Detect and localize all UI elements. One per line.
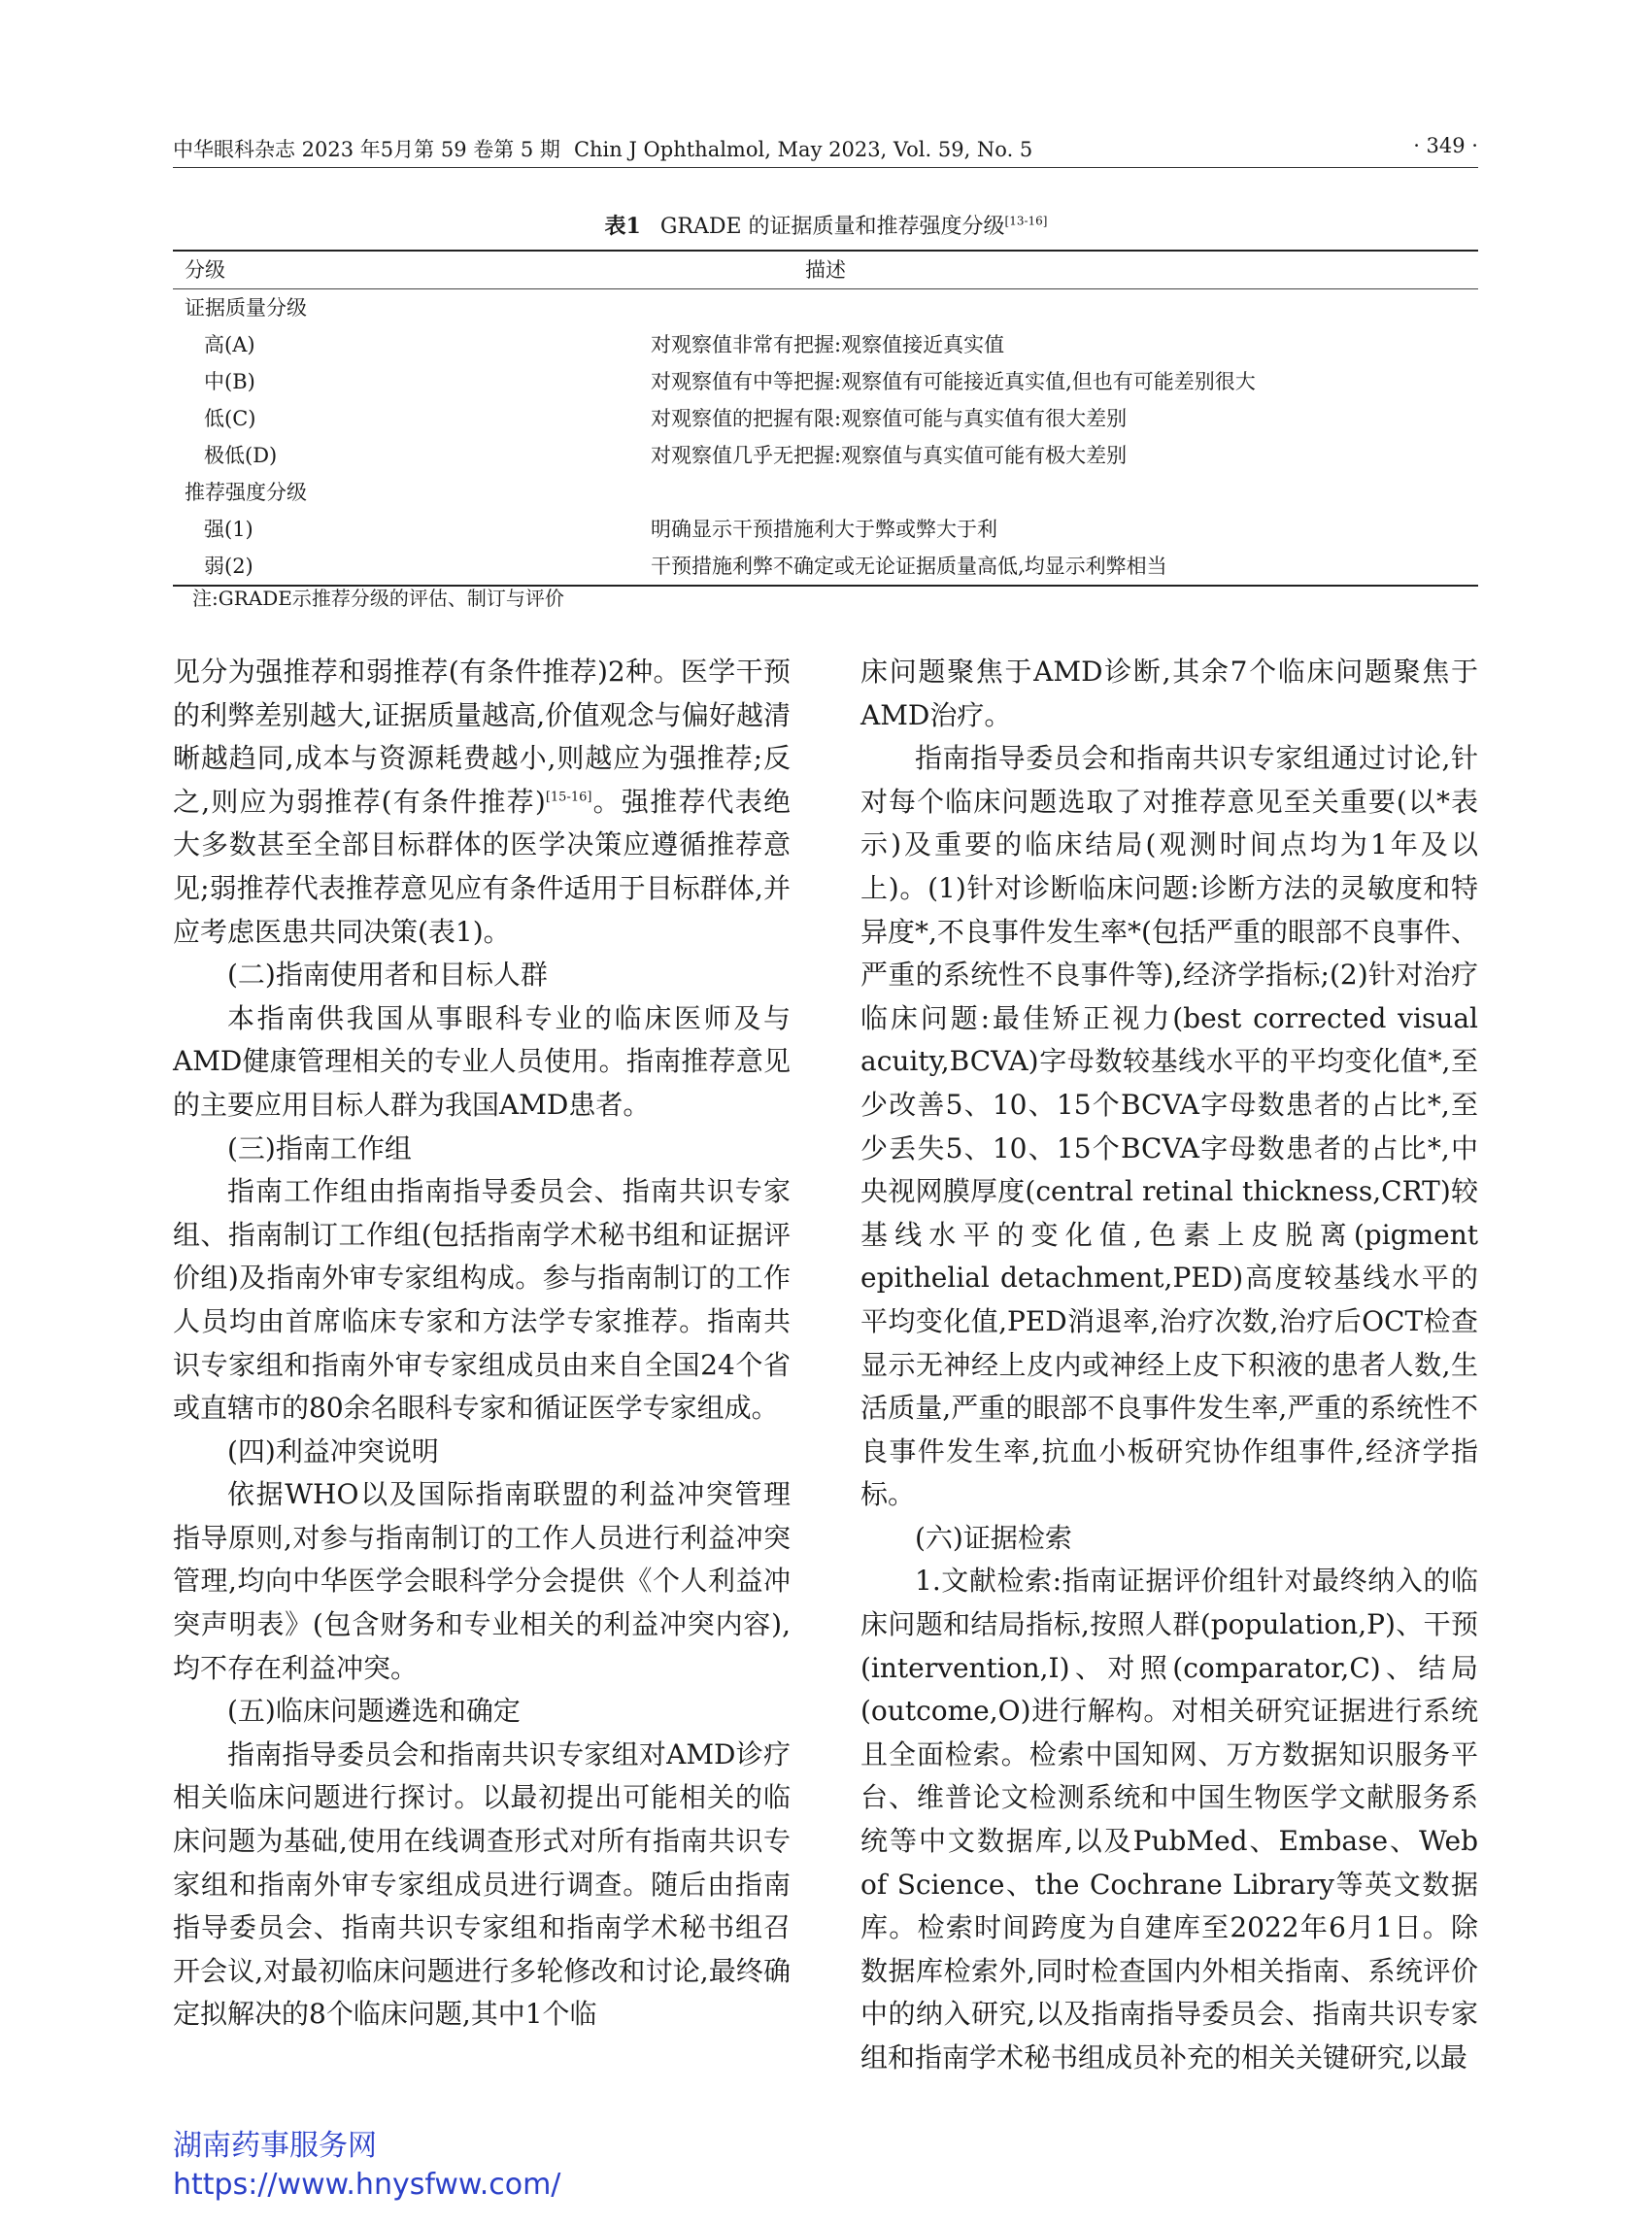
watermark (173, 2127, 560, 2205)
column-header-grade: 分级 (185, 258, 225, 282)
left-column (173, 651, 791, 2037)
table-footnote: 注:GRADE示推荐分级的评估、制订与评价 (192, 587, 564, 610)
journal-en: Chin J Ophthalmol, May 2023, Vol. 59, No. 5 (573, 138, 1033, 161)
paragraph: 指南指导委员会和指南共识专家组通过讨论,针对每个临床问题选取了对推荐意见至关重要(以*表示)及重要的临床结局(观测时间点均为1年及以上)。(1)针对诊断临床问题:诊断方法的灵敏度和特异度*,不良事件发生率*(包括严重的眼部不良事件、严重的系统性不良事件等),经济学指标;(2)针对治疗临床问题:最佳矫正视力(best corrected visual acuity,BCVA)字母数较基线水平的平均变化值*,至少改善5、10、15个BCVA字母数患者的占比*,至少丢失5、10、15个BCVA字母数患者的占比*,中央视网膜厚度(central retinal thickness,CRT)较基线水平的变化值,色素上皮脱离(pigment epithelial detachment,PED)高度较基线水平的平均变化值,PED消退率,治疗次数,治疗后OCT检查显示无神经上皮内或神经上皮下积液的患者人数,生活质量,严重的眼部不良事件发生率,严重的系统性不良事件发生率,抗血小板研究协作组事件,经济学指标。 (860, 742, 1478, 1511)
row-description: 对观察值几乎无把握:观察值与真实值可能有极大差别 (651, 444, 1128, 467)
paragraph: 依据WHO以及国际指南联盟的利益冲突管理指导原则,对参与指南制订的工作人员进行利益冲突管理,均向中华医学会眼科学分会提供《个人利益冲突声明表》(包含财务和专业相关的利益冲突内容),均不存在利益冲突。 (173, 1478, 791, 1684)
row-grade: 极低(D) (204, 444, 278, 467)
table-header-row (173, 252, 1478, 288)
page-number: · 349 · (1413, 134, 1478, 157)
row-grade: 中(B) (204, 370, 255, 393)
table-row (173, 289, 1478, 326)
paragraph (173, 651, 791, 954)
paragraph: 床问题聚焦于AMD诊断,其余7个临床问题聚焦于AMD治疗。 (860, 656, 1478, 731)
table-citation: [13-16] (1004, 214, 1048, 228)
row-description: 对观察值非常有把握:观察值接近真实值 (651, 333, 1005, 356)
table-row (173, 400, 1478, 437)
row-grade: 高(A) (204, 333, 255, 356)
watermark-url[interactable]: https://www.hnysfww.com/ (173, 2168, 561, 2202)
row-description: 明确显示干预措施利大于弊或弊大于利 (651, 518, 997, 541)
citation: [15-16] (545, 790, 592, 805)
paragraph: 指南工作组由指南指导委员会、指南共识专家组、指南制订工作组(包括指南学术秘书组和证据评价组)及指南外审专家组构成。参与指南制订的工作人员均由首席临床专家和方法学专家推荐。指南共识专家组和指南外审专家组成员由来自全国24个省或直辖市的80余名眼科专家和循证医学专家组成。 (173, 1175, 791, 1425)
table-row (173, 326, 1478, 363)
journal-citation (173, 134, 1032, 163)
text-run: 。强推荐代表绝大多数甚至全部目标群体的医学决策应遵循推荐意见;弱推荐代表推荐意见应有条件适用于目标群体,并应考虑医患共同决策(表1)。 (173, 785, 791, 948)
row-group-label: 推荐强度分级 (185, 481, 307, 504)
running-header (173, 134, 1478, 167)
text-run: 见分为强推荐和弱推荐(有条件推荐)2种。医学干预的利弊差别越大,证据质量越高,价值观念与偏好越清晰越趋同,成本与资源耗费越小,则越应为强推荐;反之,则应为弱推荐(有条件推荐) (173, 656, 791, 818)
section-heading: (二)指南使用者和目标人群 (227, 959, 548, 992)
section-heading: (五)临床问题遴选和确定 (227, 1695, 521, 1728)
paragraph: 1.文献检索:指南证据评价组针对最终纳入的临床问题和结局指标,按照人群(population,P)、干预(intervention,I)、对照(comparator,C)、结局(outcome,O)进行解构。对相关研究证据进行系统且全面检索。检索中国知网、万方数据知识服务平台、维普论文检测系统和中国生物医学文献服务系统等中文数据库,以及PubMed、Embase、Web of Science、the Cochrane Library等英文数据库。检索时间跨度为自建库至2022年6月1日。除数据库检索外,同时检查国内外相关指南、系统评价中的纳入研究,以及指南指导委员会、指南共识专家组和指南学术秘书组成员补充的相关关键研究,以最 (860, 1565, 1478, 2073)
column-header-description: 描述 (805, 258, 846, 282)
section-heading: (六)证据检索 (915, 1521, 1072, 1554)
grade-table (173, 250, 1478, 587)
row-grade: 低(C) (204, 407, 256, 430)
table-row (173, 437, 1478, 474)
paragraph: 本指南供我国从事眼科专业的临床医师及与AMD健康管理相关的专业人员使用。指南推荐意见的主要应用目标人群为我国AMD患者。 (173, 1001, 791, 1121)
row-grade: 强(1) (204, 518, 253, 541)
table-caption (0, 210, 1652, 240)
row-description: 对观察值有中等把握:观察值有可能接近真实值,但也有可能差别很大 (651, 370, 1256, 393)
table-title: GRADE 的证据质量和推荐强度分级 (659, 215, 1005, 239)
table-row (173, 474, 1478, 511)
row-group-label: 证据质量分级 (185, 296, 307, 320)
watermark-site-name: 湖南药事服务网 (173, 2129, 377, 2163)
table-row (173, 363, 1478, 400)
right-column (860, 651, 1478, 2080)
section-heading: (三)指南工作组 (227, 1131, 412, 1164)
section-heading: (四)利益冲突说明 (227, 1434, 439, 1467)
header-rule (173, 167, 1478, 168)
journal-cn: 中华眼科杂志 2023 年5月第 59 卷第 5 期 (173, 138, 560, 161)
table-number: 表1 (604, 214, 641, 239)
table-row (173, 548, 1478, 585)
paragraph: 指南指导委员会和指南共识专家组对AMD诊疗相关临床问题进行探讨。以最初提出可能相关的临床问题为基础,使用在线调查形式对所有指南共识专家组和指南外审专家组成员进行调查。随后由指南指导委员会、指南共识专家组和指南学术秘书组召开会议,对最初临床问题进行多轮修改和讨论,最终确定拟解决的8个临床问题,其中1个临 (173, 1737, 791, 2031)
row-grade: 弱(2) (204, 555, 253, 578)
table-row (173, 511, 1478, 548)
row-description: 对观察值的把握有限:观察值可能与真实值有很大差别 (651, 407, 1128, 430)
row-description: 干预措施利弊不确定或无论证据质量高低,均显示利弊相当 (651, 555, 1167, 578)
